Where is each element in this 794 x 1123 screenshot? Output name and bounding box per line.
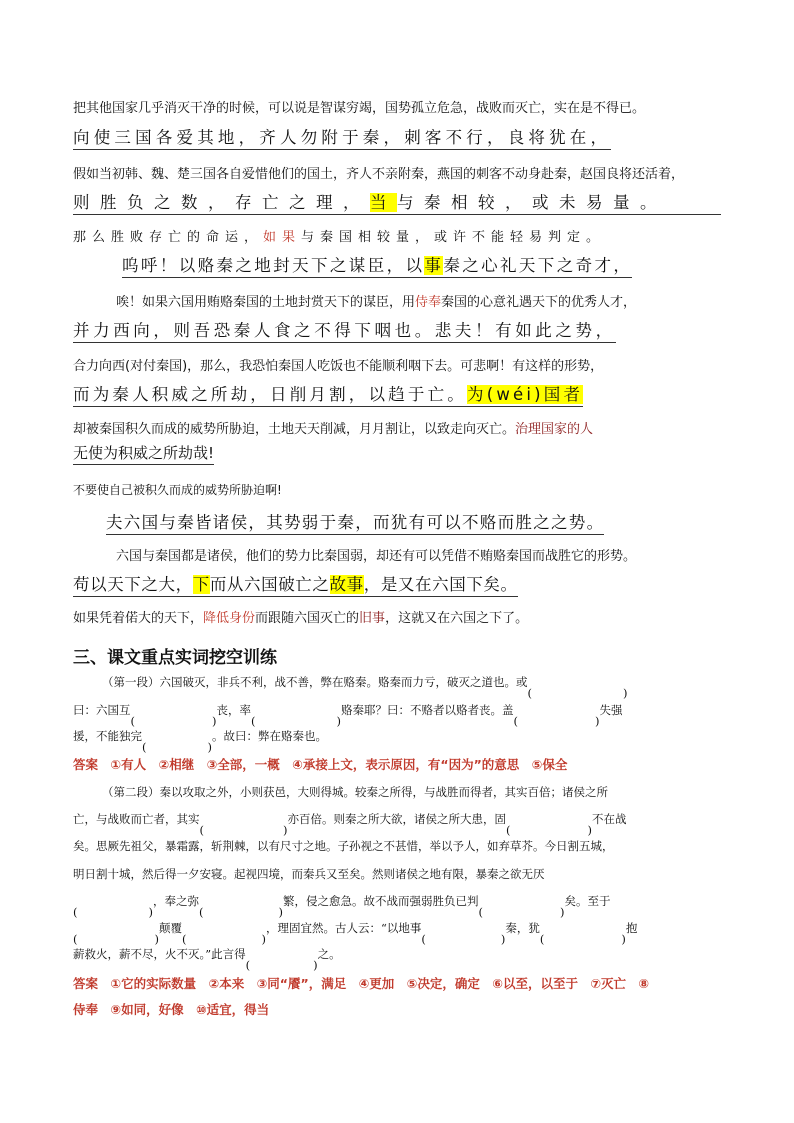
original-text-line: 则胜负之数，存亡之理，当与秦相较，或未易量。 — [73, 189, 721, 215]
original-text-line: 夫六国与秦皆诸侯，其势弱于秦，而犹有可以不赂而胜之之势。 — [106, 509, 604, 535]
exercise-line: 颠覆 ，理固宜然。古人云：“以地事 秦，犹 抱 — [159, 921, 638, 935]
highlighted-word: 下 — [192, 575, 210, 594]
original-text-line: 无使为积威之所劫哉! — [73, 442, 214, 465]
section-title: 三、课文重点实词挖空训练 — [73, 648, 277, 668]
original-text-line: 向使三国各爱其地，齐人勿附于秦，刺客不行，良将犹在， — [73, 124, 611, 150]
translation-line: 却被秦国积久而成的威势所胁迫，土地天天削减，月月割让，以致走向灭亡。治理国家的人 — [73, 422, 594, 437]
exercise-line: 曰：六国互 丧，率 赂秦耶？曰：不赂者以赂者丧。盖 失强 — [73, 703, 623, 717]
exercise-line: 矣。思厥先祖父，暴霜露，斩荆棘，以有尺寸之地。子孙视之不甚惜，举以予人，如弃草芥。今日割五城， — [73, 839, 614, 853]
original-text-line: 并力西向，则吾恐秦人食之不得下咽也。悲夫！有如此之势， — [73, 317, 616, 343]
exercise-line: （第一段）六国破灭，非兵不利，战不善，弊在赂秦。赂秦而力亏，破灭之道也。或 — [102, 675, 528, 689]
translation-line: 六国与秦国都是诸侯，他们的势力比秦国弱，却还有可以凭借不贿赂秦国而战胜它的形势。 — [116, 549, 637, 564]
translation-line: 合力向西(对付秦国)，那么，我恐怕秦国人吃饭也不能顺利咽下去。可悲啊！有这样的形势， — [73, 359, 604, 374]
exercise-line: ，奉之弥 繁，侵之愈急。故不战而强弱胜负已判 矣。至于 — [153, 894, 611, 908]
original-text-line: 苟以天下之大，下而从六国破亡之故事，是又在六国下矣。 — [73, 571, 518, 597]
original-text-line: 呜呼！以赂秦之地封天下之谋臣，以事秦之心礼天下之奇才， — [122, 252, 632, 278]
highlighted-word: 为(wéi)国者 — [467, 385, 584, 404]
highlighted-word: 当 — [370, 193, 397, 212]
answer-label: 答案 — [73, 757, 99, 772]
highlighted-word: 故事 — [329, 575, 364, 594]
highlighted-word: 事 — [424, 256, 444, 275]
exercise-line: 援，不能独完 。故曰：弊在赂秦也。 — [73, 729, 327, 743]
translation-line: 不要使自己被积久而成的威势所胁迫啊! — [73, 483, 282, 497]
exercise-line: （第二段）秦以攻取之外，小则获邑，大则得城。较秦之所得，与战胜而得者，其实百倍；诸侯之所 — [102, 785, 608, 799]
answer-label: 答案 — [73, 976, 99, 991]
answer-line: 答案 ①它的实际数量 ②本来 ③同“餍”，满足 ④更加 ⑤决定，确定 ⑥以至，以至于 ⑦灭亡 ⑧ — [73, 976, 650, 991]
exercise-line: 明日割十城，然后得一夕安寝。起视四境，而秦兵又至矣。然则诸侯之地有限，暴秦之欲无厌 — [73, 867, 545, 881]
translation-line: 如果凭着偌大的天下，降低身份而跟随六国灭亡的旧事，这就又在六国之下了。 — [73, 611, 529, 626]
answer-line: 侍奉 ⑨如同，好像 ⑩适宜，得当 — [73, 1002, 270, 1017]
answer-line: 答案 ①有人 ②相继 ③全部，一概 ④承接上文，表示原因，有“因为”的意思 ⑤保全 — [73, 757, 568, 772]
translation-line: 假如当初韩、魏、楚三国各自爱惜他们的国土，齐人不亲附秦，燕国的刺客不动身赴秦，赵国良将还活着， — [73, 167, 685, 182]
translation-line: 那么胜败存亡的命运，如果与秦国相较量，或许不能轻易判定。 — [73, 230, 606, 245]
translation-line: 把其他国家几乎消灭干净的时候，可以说是智谋穷竭，国势孤立危急，战败而灭亡，实在是不得已。 — [73, 101, 646, 116]
exercise-line: 亡，与战败而亡者，其实 亦百倍。则秦之所大欲，诸侯之所大患，固 不在战 — [73, 812, 627, 826]
original-text-line: 而为秦人积威之所劫，日削月割，以趋于亡。为(wéi)国者 — [73, 381, 583, 407]
exercise-line: 薪救火，薪不尽，火不灭。”此言得 之。 — [73, 947, 341, 961]
translation-line: 唉！如果六国用贿赂秦国的土地封赏天下的谋臣，用侍奉秦国的心意礼遇天下的优秀人才， — [116, 295, 637, 310]
